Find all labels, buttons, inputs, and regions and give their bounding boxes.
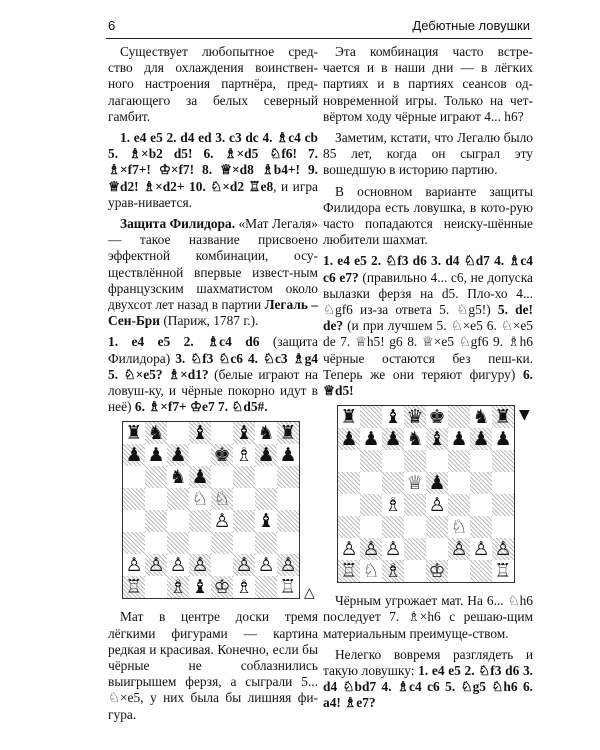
chess-piece-b2: ♙ [147, 554, 165, 577]
chess-piece-f7: ♗ [235, 444, 253, 467]
chess-piece-c1: ♗ [384, 560, 402, 583]
chess-piece-e4: ♙ [213, 510, 231, 533]
gambit-moves: 1. e4 e5 2. d4 ed 3. c3 dc 4. ♗c4 cb 5. ♗×b2 d5! 6. ♗×d5 ♘f6! 7. ♗×f7+! ♔×f7! 8. ♕×d8 ♗b4+! 9. ♕d2! ♗×d2+ 10. ♘×d2 ♖e8 [108, 130, 318, 194]
square [360, 406, 382, 428]
square [189, 444, 211, 466]
left-column [108, 44, 318, 728]
chess-piece-g2: ♙ [257, 554, 275, 577]
square [255, 488, 277, 510]
chess-piece-h2: ♙ [279, 554, 297, 577]
square [255, 532, 277, 554]
square [123, 488, 145, 510]
square [404, 494, 426, 516]
chess-piece-e7: ♝ [428, 428, 446, 451]
square [167, 422, 189, 444]
chess-piece-a8: ♜ [340, 406, 358, 429]
square [470, 450, 492, 472]
right-column [323, 44, 533, 717]
square [448, 494, 470, 516]
square [338, 494, 360, 516]
chess-piece-h7: ♟ [494, 428, 512, 451]
square [233, 488, 255, 510]
chess-piece-f2: ♙ [235, 554, 253, 577]
chess-piece-d7: ♞ [406, 428, 424, 451]
square [123, 466, 145, 488]
square [360, 472, 382, 494]
chess-piece-h8: ♜ [279, 422, 297, 445]
chess-piece-c2: ♙ [169, 554, 187, 577]
white-to-move-icon: △ [304, 585, 315, 602]
square [211, 532, 233, 554]
square [360, 516, 382, 538]
chess-piece-g7: ♟ [472, 428, 490, 451]
square [404, 450, 426, 472]
square [470, 494, 492, 516]
square [492, 494, 514, 516]
chess-piece-g8: ♞ [257, 422, 275, 445]
trap-moves-b: 5. de! de? [323, 302, 533, 334]
square [255, 576, 277, 598]
combination-paragraph: Эта комбинация часто встре-чается и в наши дни — в лёгких партиях и в партиях сеансов од-новременной игры. Только на чет-вёртом ходу чёрные играют 4... h6? [323, 44, 533, 124]
square [123, 532, 145, 554]
square [426, 538, 448, 560]
diagram-2-wrap [323, 405, 533, 583]
square [167, 510, 189, 532]
chess-piece-e7: ♚ [213, 444, 231, 467]
square [277, 510, 299, 532]
legal-age-paragraph: Заметим, кстати, что Легалю было 85 лет, когда он сыграл эту вошедшую в историю партию. [323, 130, 533, 178]
square [382, 450, 404, 472]
moves-b: 3. ♘f3 ♘c6 4. ♘c3 ♗g4 5. ♘×e5? ♗×d1? [108, 350, 318, 382]
square [233, 466, 255, 488]
chess-piece-h1: ♖ [279, 576, 297, 599]
square [211, 466, 233, 488]
square [338, 516, 360, 538]
chess-piece-c4: ♗ [384, 494, 402, 517]
gambit-paragraph [108, 130, 318, 211]
chess-piece-c8: ♝ [384, 406, 402, 429]
square [382, 472, 404, 494]
chess-diagram-2 [337, 405, 515, 583]
square [145, 510, 167, 532]
chess-piece-f2: ♙ [450, 538, 468, 561]
square [404, 560, 426, 582]
square [492, 450, 514, 472]
chess-piece-b1: ♘ [362, 560, 380, 583]
chess-piece-e5: ♘ [213, 488, 231, 511]
square [233, 532, 255, 554]
chess-piece-a7: ♟ [340, 428, 358, 451]
chess-piece-d8: ♝ [191, 422, 209, 445]
chess-piece-h8: ♜ [494, 406, 512, 429]
chess-piece-h1: ♖ [494, 560, 512, 583]
square [470, 560, 492, 582]
chess-piece-f8: ♝ [235, 422, 253, 445]
chess-piece-d6: ♟ [191, 466, 209, 489]
second-trap-moves: 1. e4 e5 2. ♘f3 d6 3. d4 ♘bd7 4. ♗c4 c6 5. ♘g5 ♘h6 6. a4! ♗e7? [323, 663, 533, 711]
square [123, 510, 145, 532]
chess-piece-g7: ♟ [257, 444, 275, 467]
trap-moves-c: 6. ♕d5! [323, 366, 533, 399]
square [382, 516, 404, 538]
square [470, 472, 492, 494]
chess-piece-g2: ♙ [472, 538, 490, 561]
square [189, 532, 211, 554]
square [211, 554, 233, 576]
diagram-1-wrap [108, 421, 318, 602]
chess-piece-a8: ♜ [125, 422, 143, 445]
square [492, 516, 514, 538]
trap-comment-a: (правильно 4... c6, не допуска вылазки ферзя на d5. Пло-хо 4... ♘gf6 из-за ответа 5. ♘g5!) [323, 269, 533, 318]
square [360, 450, 382, 472]
running-title: Дебютные ловушки [412, 18, 530, 33]
square [189, 510, 211, 532]
trap-moves-a: 1. e4 e5 2. ♘f3 d6 3. d4 ♘d7 4. ♗c4 c6 e7? [323, 253, 533, 285]
chess-piece-c1: ♗ [169, 576, 187, 599]
chess-piece-b7: ♟ [147, 444, 165, 467]
square [233, 510, 255, 532]
square [277, 532, 299, 554]
chess-piece-h2: ♙ [494, 538, 512, 561]
chess-piece-d2: ♙ [191, 554, 209, 577]
square [255, 466, 277, 488]
square [360, 494, 382, 516]
chess-piece-d8: ♛ [406, 406, 424, 429]
gambit-tail: , и игра урав-нивается. [108, 178, 318, 210]
square [167, 532, 189, 554]
square [145, 532, 167, 554]
game-place: (Париж, 1787 г.). [159, 313, 259, 329]
square [404, 538, 426, 560]
philidor-paragraph [108, 216, 318, 329]
page-header [0, 16, 600, 38]
chess-piece-a2: ♙ [340, 538, 358, 561]
square [145, 576, 167, 598]
square [404, 516, 426, 538]
trap-intro-paragraph: В основном варианте защиты Филидора есть ловушка, в кото-рую часто попадаются неиску-шённые любители шахмат. [323, 183, 533, 248]
chess-piece-d5: ♕ [406, 472, 424, 495]
chess-piece-e1: ♔ [213, 576, 231, 599]
chess-piece-a1: ♖ [125, 576, 143, 599]
chess-piece-a7: ♟ [125, 444, 143, 467]
page-number: 6 [108, 18, 116, 33]
header-rule [106, 38, 532, 39]
moves-c: 6. ♗×f7+ ♔e7 7. ♘d5#. [134, 399, 268, 415]
philidor-text: «Мат Легаля» — такое название присвоено эффектной комбинации, осу-ществлённой впервые извест-ным французским шахматистом около двухсот лет назад в партии [108, 216, 318, 313]
square [448, 450, 470, 472]
square [448, 472, 470, 494]
moves-comment-a: (защита Филидора) [108, 334, 319, 366]
chess-piece-b2: ♙ [362, 538, 380, 561]
square [492, 472, 514, 494]
chess-piece-b7: ♟ [362, 428, 380, 451]
chess-piece-e8: ♚ [428, 406, 446, 429]
square [277, 488, 299, 510]
moves-a: 1. e4 e5 2. ♗c4 d6 [108, 334, 260, 350]
second-trap-paragraph [323, 647, 533, 712]
chess-piece-g4: ♝ [257, 510, 275, 533]
mate-paragraph: Мат в центре доски тремя лёгкими фигурами — картина редкая и красивая. Конечно, если бы чёрные не соблазнились выигрышем ферзя, а сыграли 5... ♘×e5, у них была бы лишняя фи-гура. [108, 609, 318, 722]
philidor-title: Защита Филидора. [120, 216, 236, 232]
square [426, 516, 448, 538]
chess-piece-e4: ♙ [428, 494, 446, 517]
chess-piece-f7: ♟ [450, 428, 468, 451]
moves-comment-b: (белые играют на ловуш-ку, и чёрные покорно идут в неё) [108, 366, 318, 415]
game-players: Легаль – Сен-Бри [108, 297, 318, 329]
chess-piece-c2: ♙ [384, 538, 402, 561]
chess-piece-f3: ♘ [450, 516, 468, 539]
chess-piece-c7: ♟ [169, 444, 187, 467]
chess-piece-h7: ♟ [279, 444, 297, 467]
trap-comment-b: (и при лучшем 5. ♘×e5 6. ♘×e5 de 7. ♕h5! g6 8. ♕×e5 ♘gf6 9. ♗h6 чёрные остаются без пеш-ки. Теперь же они теряют фигуру) [323, 318, 533, 382]
square [167, 488, 189, 510]
chess-piece-c7: ♟ [384, 428, 402, 451]
square [211, 422, 233, 444]
square [277, 466, 299, 488]
intro-paragraph: Существует любопытное сред-ство для охлаждения воинствен-ного настроения партнёра, пред-лагающего за белых северный гамбит. [108, 44, 318, 124]
chess-piece-d1: ♝ [191, 576, 209, 599]
trap-moves-paragraph [323, 253, 533, 399]
chess-diagram-1 [122, 421, 300, 599]
chess-piece-a2: ♙ [125, 554, 143, 577]
chess-piece-f1: ♗ [235, 576, 253, 599]
chess-piece-g8: ♞ [472, 406, 490, 429]
square [470, 516, 492, 538]
chess-piece-e5: ♟ [428, 472, 446, 495]
second-trap-text: Нелегко вовремя разглядеть и такую ловушку: [323, 646, 533, 679]
square [338, 472, 360, 494]
black-to-move-icon: ▼ [519, 407, 530, 424]
square [448, 406, 470, 428]
square [448, 560, 470, 582]
threat-paragraph: Чёрным угрожает мат. На 6... ♘h6 последует 7. ♗×h6 с решаю-щим материальным преимуще-ством. [323, 593, 533, 641]
square [426, 450, 448, 472]
chess-piece-b8: ♞ [147, 422, 165, 445]
square [338, 450, 360, 472]
chess-piece-c6: ♞ [169, 466, 187, 489]
chess-piece-d5: ♘ [191, 488, 209, 511]
square [145, 488, 167, 510]
legal-moves-paragraph [108, 334, 318, 415]
chess-piece-a1: ♖ [340, 560, 358, 583]
square [145, 466, 167, 488]
chess-piece-e1: ♔ [428, 560, 446, 583]
